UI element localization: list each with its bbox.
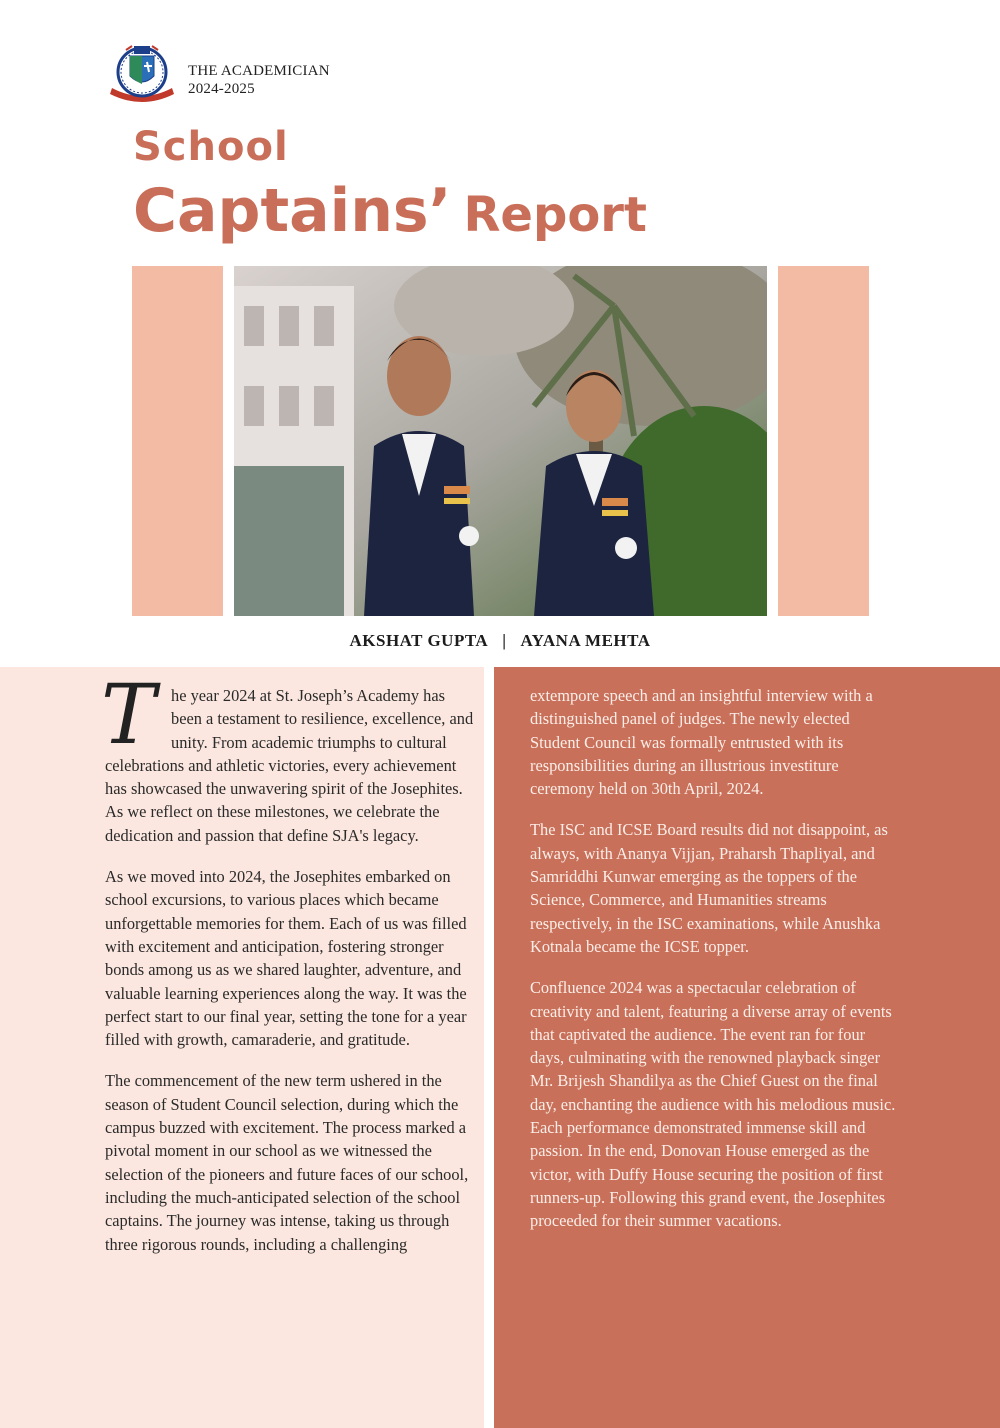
school-crest-logo <box>104 42 180 108</box>
page-title-line2 <box>133 176 647 246</box>
decorative-bar-right <box>778 266 869 616</box>
article-paragraph: As we moved into 2024, the Josephites embarked on school excursions, to various places which became unforgettable memories for them. Each of us was filled with excitement and anticipation, fostering stronger bonds among us as we shared laughter, adventure, and valuable learning experiences along the way. It was the perfect start to our final year, setting the tone for a year filled with growth, camaraderie, and gratitude. <box>105 867 467 1050</box>
article-paragraph: The ISC and ICSE Board results did not disappoint, as always, with Ananya Vijjan, Praharsh Thapliyal, and Samriddhi Kunwar emerging as the toppers of the Science, Commerce, and Humanities streams respectively, in the ISC examinations, while Anushka Kotnala became the ICSE topper. <box>530 820 888 956</box>
article-paragraph: extempore speech and an insightful interview with a distinguished panel of judges. The newly elected Student Council was formally entrusted with its responsibilities during an illustrious investiture ceremony held on 30th April, 2024. <box>530 686 873 799</box>
page-title-report: Report <box>463 187 647 243</box>
paragraph-text: he year 2024 at St. Joseph’s Academy has been a testament to resilience, excellence, and unity. From academic triumphs to cultural celebrations and athletic victories, every achievement has showcased the unwavering spirit of the Josephites. As we reflect on these milestones, we celebrate the dedication and passion that define SJA's legacy. <box>105 686 474 845</box>
article-paragraph <box>101 668 477 847</box>
article-paragraph: The commencement of the new term ushered in the season of Student Council selection, during which the campus buzzed with excitement. The process marked a pivotal moment in our school as we witnessed the selection of the pioneers and future faces of our school, including the much-anticipated selection of the school captains. The journey was intense, taking us through three rigorous rounds, including a challenging <box>105 1071 469 1254</box>
decorative-bar-left <box>132 266 223 616</box>
publication-header <box>188 62 330 98</box>
captain-name-2: AYANA MEHTA <box>520 631 651 650</box>
name-separator: | <box>502 631 507 650</box>
page-title-line1: School <box>133 124 289 170</box>
drop-cap: T <box>101 668 156 763</box>
article-left-column <box>101 668 477 1274</box>
page-title-captains: Captains’ <box>133 176 452 246</box>
publication-year: 2024-2025 <box>188 81 255 97</box>
captain-names-caption <box>0 631 1000 651</box>
captains-photo <box>234 266 767 616</box>
article-right-column <box>530 684 902 1251</box>
captain-name-1: AKSHAT GUPTA <box>349 631 489 650</box>
publication-name: THE ACADEMICIAN <box>188 63 330 79</box>
article-paragraph: Confluence 2024 was a spectacular celebration of creativity and talent, featuring a diverse array of events that captivated the audience. The event ran for four days, culminating with the renowned playback singer Mr. Brijesh Shandilya as the Chief Guest on the final day, enchanting the audience with his melodious music. Each performance demonstrated immense skill and passion. In the end, Donovan House emerged as the victor, with Duffy House securing the position of first runners-up. Following this grand event, the Josephites proceeded for their summer vacations. <box>530 978 896 1231</box>
